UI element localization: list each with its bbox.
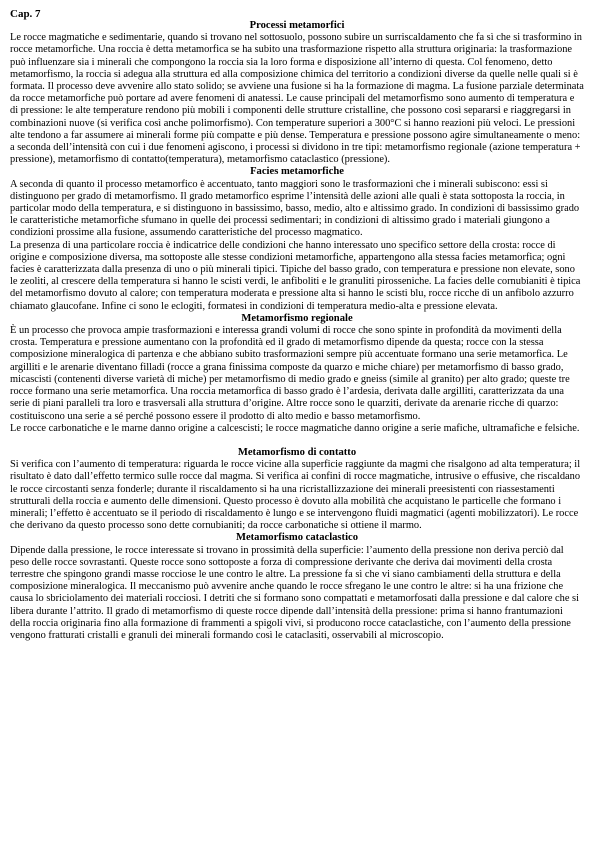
paragraph: La presenza di una particolare roccia è indicatrice delle condizioni che hanno interessato uno specifico settore della crosta: rocce di origine e composizione diversa, ma sottoposte alle stesse condizioni metamorfiche, appartengono alla stessa facies metamorfica; ogni facies è caratterizzata dalla presenza di uno o più minerali tipici. Tipiche del basso grado, con temperatura e pressione non elevate, sono le zeoliti, al crescere della temperatura si hanno le scisti verdi, le anfiboliti e le granuliti pirosseniche. La facies delle cornubianiti è tipica del metamorfismo dovuto al calore; con temperatura moderata e pressione alta si hanno le scisti blu, rocce ricche di un anfibolo azzurro chiamato glaucofane. Infine ci sono le eclogiti, formatesi in condizioni di temperatura medio-alta e pressione elevata. <box>10 239 581 312</box>
paragraph: Le rocce carbonatiche e le marne danno origine a calcescisti; le rocce magmatiche danno origine a serie mafiche, ultramafiche e felsiche. <box>10 422 580 434</box>
section-title-metamorfismo-di-contatto: Metamorfismo di contatto <box>237 446 357 458</box>
chapter-label: Cap. 7 <box>10 8 41 20</box>
section-title-processi-metamorfici: Processi metamorfici <box>249 20 345 31</box>
paragraph: Si verifica con l’aumento di temperatura: riguarda le rocce vicine alla superficie raggiunte da magmi che risalgono ad alta temperatura; il risultato è dato dall’effetto termico sulle rocce dal magma. Si verifica ai confini di rocce magmatiche, intrusive o effusive, che riscaldano le rocce circostanti senza fonderle; durante il riscaldamento si ha una ricristallizzazione dei minerali preesistenti con riassestamenti strutturali della roccia e aumento delle dimensioni. Questo processo è dovuto alla mobilità che acquistano le particelle che formano i minerali; l’effetto è accentuato se il periodo di riscaldamento è lungo e se intervengono fluidi magmatici (agenti mobilizzatori). Le rocce che derivano da questo processo sono dette cornubianiti; da rocce carbonatiche si ottiene il marmo. <box>10 459 581 532</box>
section-title-facies-metamorfiche: Facies metamorfiche <box>250 166 344 178</box>
paragraph: Le rocce magmatiche e sedimentarie, quando si trovano nel sottosuolo, possono subire un surriscaldamento che fa sì che si trasformino in rocce metamorfiche. Una roccia è detta metamorfica se ha subito una trasformazione rispetto alla struttura originaria: la trasformazione può influenzare sia i minerali che compongono la roccia sia la loro forma e disposizione all’interno di questa. Col fenomeno, detto metamorfismo, la roccia si adegua alla struttura ed alla composizione chimica del territorio a condizioni diverse da quelle nelle quali si è formata. Il processo deve avvenire allo stato solido; se avviene una fusione si ha la formazione di magma. La fusione parziale determinata da rocce metamorfiche può portare ad avere fenomeni di anatessi. Le cause principali del metamorfismo sono aumento di temperatura e di pressione: le alte temperature rendono più mobili i componenti delle strutture cristalline, che possono così separarsi e riaggregarsi in combinazioni nuove (si verifica così anche polimorfismo). Con temperature superiori a 300°C si hanno reazioni più veloci. Le pressioni alte tendono a far assumere ai minerali forme più compatte e più dense. Temperatura e pressione possono agire simultaneamente o meno: a seconda dell’intensità con cui i due fenomeni agiscono, i processi si dividono in tre tipi: metamorfismo regionale (azione temperatura + pressione), metamorfismo di contatto(temperatura), metamorfismo cataclastico (pressione). <box>10 32 584 166</box>
paragraph: A seconda di quanto il processo metamorfico è accentuato, tanto maggiori sono le trasformazioni che i minerali subiscono: essi si distinguono per grado di metamorfismo. Il grado metamorfico esprime l’intensità delle azioni alle quali è stata sottoposta la roccia, in particolar modo della temperatura, e si distinguono in bassissimo, basso, medio, alto e altissimo grado. In condizioni di bassissimo grado le caratteristiche metamorfiche sfumano in quelle dei processi sedimentari; in condizioni di altissimo grado i materiali giungono a condizioni prossime alla fusione, assumendo caratteristiche del processo magmatico. <box>10 178 580 239</box>
section-title-metamorfismo-cataclastico: Metamorfismo cataclastico <box>235 532 359 544</box>
section-title-metamorfismo-regionale: Metamorfismo regionale <box>241 312 353 324</box>
paragraph: È un processo che provoca ampie trasformazioni e interessa grandi volumi di rocce che sono spinte in profondità da movimenti della crosta. Temperatura e pressione aumentano con la profondità ed il grado di metamorfismo dipende da questa; rocce con la stessa composizione mineralogica di partenza e che abbiano subito trasformazioni sempre più accentuate formano una serie metamorfica. Le argilliti e le arenarie diventano filladi (rocce a grana finissima composte da quarzo e miche chiare) per metamorfismo di basso grado, micascisti (contenenti diverse varietà di miche) per metamorfismo di medio grado e gneiss (simile al granito) per alto grado; queste tre rocce formano una serie metamorfica. Una roccia metamorfica di basso grado è l’ardesia, derivata dalle argilliti, caratterizzata da una serie di piani paralleli tra loro e trasversali alla struttura d’origine. Altre rocce sono le quarziti, derivate da arenarie ricche di quarzo: costituiscono una serie a sé perché possono essere il prodotto di alto medio e basso metamorfismo. <box>10 325 570 422</box>
section-spacer <box>10 435 584 447</box>
paragraph: Dipende dalla pressione, le rocce interessate si trovano in prossimità della superficie: l’aumento della pressione non deriva perciò dal peso delle rocce sovrastanti. Queste rocce sono sottoposte a forza di compressione derivante che deriva dai movimenti della crosta terrestre che spingono grandi masse rocciose le une contro le altre. La pressione fa sì che vi siano cambiamenti della struttura e della composizione mineralogica. Il meccanismo può avvenire anche quando le rocce sfregano le une contro le altre: si ha una frizione che causa lo sbriciolamento dei materiali rocciosi. I detriti che si formano sono compattati e metamorfosati dalla pressione e dal calore che si libera durante l’attrito. Il grado di metamorfismo di queste rocce dipende dall’intensità della pressione: prima si hanno frantumazioni della roccia originaria fino alla formazione di frammenti a spigoli vivi, si producono rocce cataclastiche, con l’aumento della pressione vengono fratturati cristalli e granuli dei minerali formando così le cataclasiti, osservabili al microscopio. <box>10 544 579 641</box>
